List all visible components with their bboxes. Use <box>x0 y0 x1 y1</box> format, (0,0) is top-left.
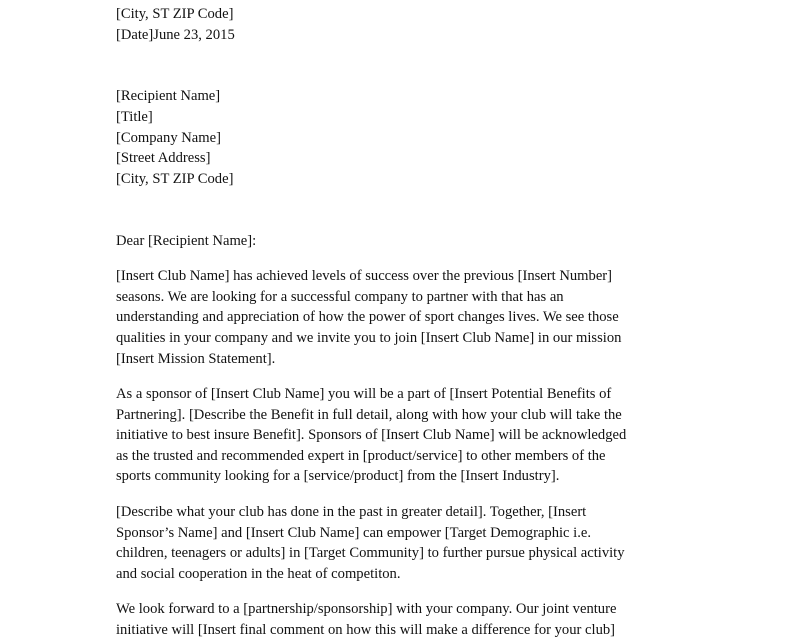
spacer <box>116 66 776 87</box>
text-line: and social cooperation in the heat of competiton. <box>116 565 401 582</box>
letter-page <box>116 4 776 641</box>
spacer <box>116 45 776 66</box>
letter-body <box>116 266 776 641</box>
recipient-name: [Recipient Name] <box>116 88 221 105</box>
sender-city-line: [City, ST ZIP Code] <box>116 6 234 22</box>
text-line: seasons. We are looking for a successful company to partner with that has an <box>116 288 564 305</box>
recipient-title: [Title] <box>116 108 153 125</box>
recipient-block <box>116 86 776 189</box>
spacer <box>116 210 776 231</box>
paragraph-intro <box>116 266 776 369</box>
text-line: [Insert Mission Statement]. <box>116 350 276 367</box>
text-line: [Insert Club Name] has achieved levels of success over the previous [Insert Number] <box>116 268 613 285</box>
salutation-block <box>116 231 776 252</box>
paragraph-benefits <box>116 384 776 487</box>
paragraph-closing <box>116 599 776 640</box>
text-line: As a sponsor of [Insert Club Name] you will be a part of [Insert Potential Benefits of <box>116 386 612 403</box>
text-line: initiative to best insure Benefit]. Sponsors of [Insert Club Name] will be acknowledged <box>116 427 627 444</box>
text-line: children, teenagers or adults] in [Target Community] to further pursue physical activity <box>116 545 625 562</box>
text-line: initiative will [Insert final comment on how this will make a difference for your club] <box>116 622 616 639</box>
recipient-street: [Street Address] <box>116 150 211 167</box>
date-line: [Date]June 23, 2015 <box>116 26 235 43</box>
text-line: We look forward to a [partnership/sponsorship] with your company. Our joint venture <box>116 601 617 618</box>
recipient-company: [Company Name] <box>116 129 221 146</box>
text-line: Partnering]. [Describe the Benefit in full detail, along with how your club will take the <box>116 406 622 423</box>
spacer <box>116 189 776 210</box>
text-line: understanding and appreciation of how the power of sport changes lives. We see those <box>116 309 619 326</box>
recipient-city-line: [City, ST ZIP Code] <box>116 170 234 187</box>
text-line: sports community looking for a [service/product] from the [Insert Industry]. <box>116 468 560 485</box>
text-line: Sponsor’s Name] and [Insert Club Name] can empower [Target Demographic i.e. <box>116 524 592 541</box>
salutation: Dear [Recipient Name]: <box>116 232 257 249</box>
paragraph-history <box>116 502 776 584</box>
text-line: as the trusted and recommended expert in [product/service] to other members of the <box>116 447 606 464</box>
text-line: [Describe what your club has done in the past in greater detail]. Together, [Insert <box>116 504 587 521</box>
sender-block <box>116 4 776 45</box>
text-line: qualities in your company and we invite you to join [Insert Club Name] in our mission <box>116 329 622 346</box>
